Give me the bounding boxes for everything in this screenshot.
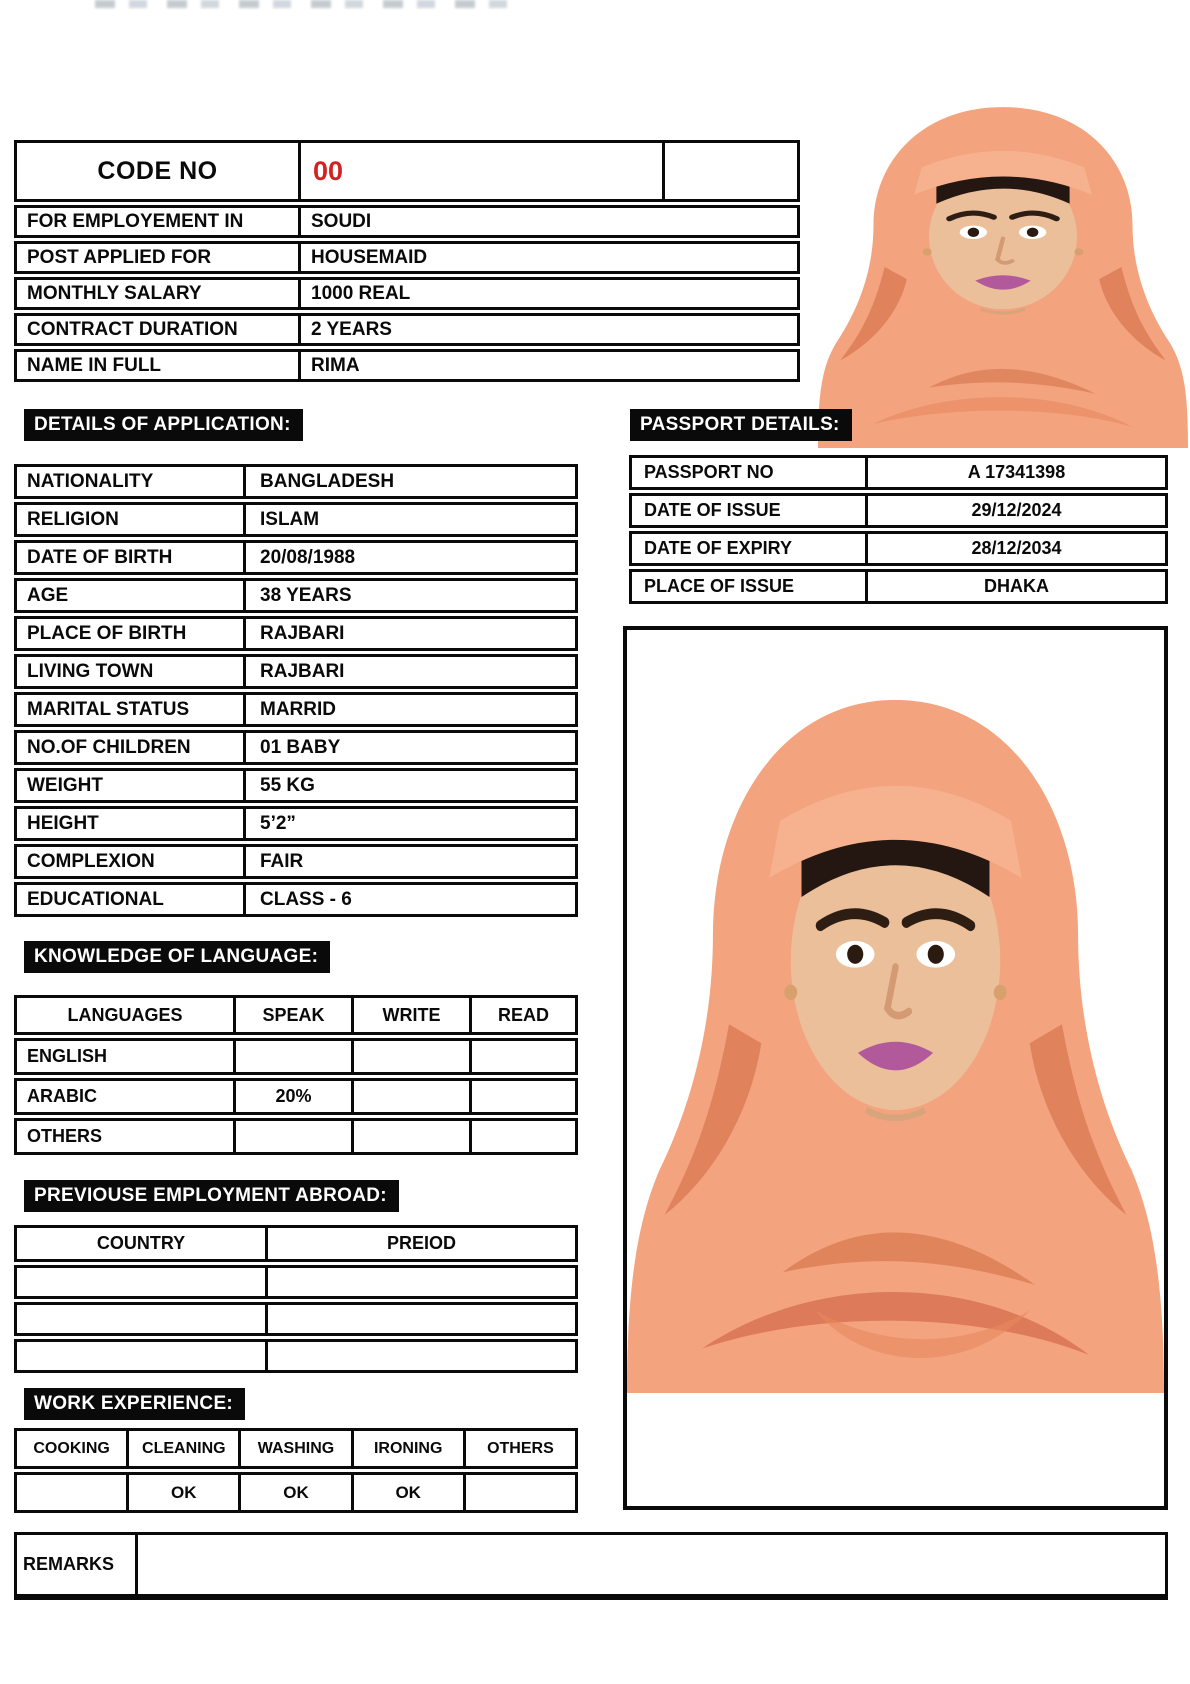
table-row xyxy=(14,578,578,613)
grid-cell xyxy=(463,1475,575,1510)
row-value: SOUDI xyxy=(298,208,797,235)
row-value: 55 KG xyxy=(243,771,575,800)
table-row xyxy=(14,1118,578,1155)
applicant-portrait-illustration xyxy=(627,630,1164,1393)
column-header: SPEAK xyxy=(233,998,351,1032)
column-header: CLEANING xyxy=(126,1431,238,1466)
row-label: NAME IN FULL xyxy=(27,354,162,376)
knowledge-of-language-title: KNOWLEDGE OF LANGUAGE: xyxy=(24,941,330,973)
table-row xyxy=(14,502,578,537)
row-label: NATIONALITY xyxy=(27,470,154,492)
column-header: COOKING xyxy=(33,1439,110,1457)
table-row xyxy=(14,349,800,382)
row-value: 5’2” xyxy=(243,809,575,838)
header-table xyxy=(14,140,800,385)
table-row xyxy=(14,1302,578,1336)
row-value: 38 YEARS xyxy=(243,581,575,610)
applicant-photo-large xyxy=(623,626,1168,1510)
grid-cell xyxy=(351,1041,469,1072)
table-row xyxy=(14,654,578,689)
remarks-value-cell xyxy=(135,1535,1165,1594)
grid-cell: OK xyxy=(238,1475,350,1510)
row-label: LIVING TOWN xyxy=(27,660,154,682)
code-no-empty-cell xyxy=(662,143,797,199)
grid-cell xyxy=(17,1268,265,1296)
grid-cell xyxy=(233,1041,351,1072)
table-row xyxy=(14,1339,578,1373)
grid-cell: 20% xyxy=(233,1081,351,1112)
details-of-application-table xyxy=(14,464,578,920)
table-row xyxy=(14,464,578,499)
row-label: DATE OF BIRTH xyxy=(27,546,173,568)
row-value: ISLAM xyxy=(243,505,575,534)
row-label: DATE OF EXPIRY xyxy=(644,538,793,558)
table-row xyxy=(14,616,578,651)
row-value: FAIR xyxy=(243,847,575,876)
row-value: A 17341398 xyxy=(865,458,1165,487)
grid-cell xyxy=(469,1041,575,1072)
grid-cell: OK xyxy=(351,1475,463,1510)
column-header: COUNTRY xyxy=(96,1233,186,1253)
table-row xyxy=(14,205,800,238)
table-row xyxy=(629,455,1168,490)
code-no-value: 00 xyxy=(298,143,662,199)
table-row xyxy=(14,1078,578,1115)
remarks-label: REMARKS xyxy=(23,1554,115,1574)
row-label: PASSPORT NO xyxy=(644,462,774,482)
cut-off-watermark-text xyxy=(95,0,525,8)
row-value: 29/12/2024 xyxy=(865,496,1165,525)
table-row xyxy=(14,540,578,575)
grid-cell xyxy=(17,1305,265,1333)
column-header-row xyxy=(14,1428,578,1469)
row-value: BANGLADESH xyxy=(243,467,575,496)
row-value: RIMA xyxy=(298,352,797,379)
column-header: WASHING xyxy=(238,1431,350,1466)
table-row xyxy=(14,882,578,917)
row-label: FOR EMPLOYEMENT IN xyxy=(27,210,244,232)
column-header: WRITE xyxy=(351,998,469,1032)
row-label: PLACE OF BIRTH xyxy=(27,622,187,644)
grid-cell xyxy=(351,1081,469,1112)
column-header: READ xyxy=(469,998,575,1032)
work-experience-table xyxy=(14,1428,578,1516)
table-row xyxy=(629,493,1168,528)
table-row xyxy=(629,569,1168,604)
table-row xyxy=(14,806,578,841)
table-row xyxy=(14,730,578,765)
grid-cell xyxy=(233,1121,351,1152)
row-label: NO.OF CHILDREN xyxy=(27,736,191,758)
previous-employment-abroad-table xyxy=(14,1225,578,1376)
row-value: 2 YEARS xyxy=(298,316,797,343)
row-label: EDUCATIONAL xyxy=(27,888,164,910)
row-value: 1000 REAL xyxy=(298,280,797,307)
row-label: WEIGHT xyxy=(27,774,103,796)
passport-details-title: PASSPORT DETAILS: xyxy=(630,409,852,441)
grid-cell: ENGLISH xyxy=(27,1046,108,1066)
row-label: PLACE OF ISSUE xyxy=(644,576,795,596)
row-value: RAJBARI xyxy=(243,657,575,686)
remarks-row xyxy=(14,1532,1168,1600)
row-value: RAJBARI xyxy=(243,619,575,648)
row-value: MARRID xyxy=(243,695,575,724)
code-no-label: CODE NO xyxy=(97,156,218,185)
knowledge-of-language-table xyxy=(14,995,578,1158)
row-label: MARITAL STATUS xyxy=(27,698,190,720)
grid-cell: OTHERS xyxy=(27,1126,103,1146)
table-row xyxy=(14,768,578,803)
applicant-photo-small xyxy=(818,86,1188,448)
row-value: HOUSEMAID xyxy=(298,244,797,271)
column-header: LANGUAGES xyxy=(67,1004,183,1025)
row-label: RELIGION xyxy=(27,508,119,530)
grid-cell xyxy=(265,1305,575,1333)
grid-cell: OK xyxy=(126,1475,238,1510)
column-header-row xyxy=(14,1225,578,1262)
row-label: COMPLEXION xyxy=(27,850,155,872)
table-row xyxy=(14,1038,578,1075)
grid-cell xyxy=(17,1342,265,1370)
table-row xyxy=(14,844,578,879)
row-value: 28/12/2034 xyxy=(865,534,1165,563)
row-label: CONTRACT DURATION xyxy=(27,318,238,340)
row-label: HEIGHT xyxy=(27,812,99,834)
grid-cell xyxy=(265,1342,575,1370)
row-value: 01 BABY xyxy=(243,733,575,762)
row-label: AGE xyxy=(27,584,69,606)
row-label: DATE OF ISSUE xyxy=(644,500,781,520)
grid-cell xyxy=(17,1475,126,1510)
table-row xyxy=(14,692,578,727)
row-label: POST APPLIED FOR xyxy=(27,246,212,268)
table-row xyxy=(14,241,800,274)
work-experience-title: WORK EXPERIENCE: xyxy=(24,1388,245,1420)
table-row xyxy=(14,1472,578,1513)
column-header: IRONING xyxy=(351,1431,463,1466)
row-value: CLASS - 6 xyxy=(243,885,575,914)
grid-cell xyxy=(351,1121,469,1152)
applicant-portrait-illustration xyxy=(818,86,1188,448)
table-row xyxy=(14,1265,578,1299)
row-value: DHAKA xyxy=(865,572,1165,601)
row-label: MONTHLY SALARY xyxy=(27,282,202,304)
grid-cell: ARABIC xyxy=(27,1086,97,1106)
table-row xyxy=(14,313,800,346)
passport-details-table xyxy=(629,455,1168,607)
previous-employment-abroad-title: PREVIOUSE EMPLOYMENT ABROAD: xyxy=(24,1180,399,1212)
table-row xyxy=(14,277,800,310)
table-row xyxy=(629,531,1168,566)
header-rows xyxy=(14,205,800,382)
column-header-row xyxy=(14,995,578,1035)
details-of-application-title: DETAILS OF APPLICATION: xyxy=(24,409,303,441)
code-no-row xyxy=(14,140,800,202)
column-header: PREIOD xyxy=(265,1228,575,1259)
grid-cell xyxy=(469,1121,575,1152)
row-value: 20/08/1988 xyxy=(243,543,575,572)
grid-cell xyxy=(265,1268,575,1296)
column-header: OTHERS xyxy=(463,1431,575,1466)
grid-cell xyxy=(469,1081,575,1112)
